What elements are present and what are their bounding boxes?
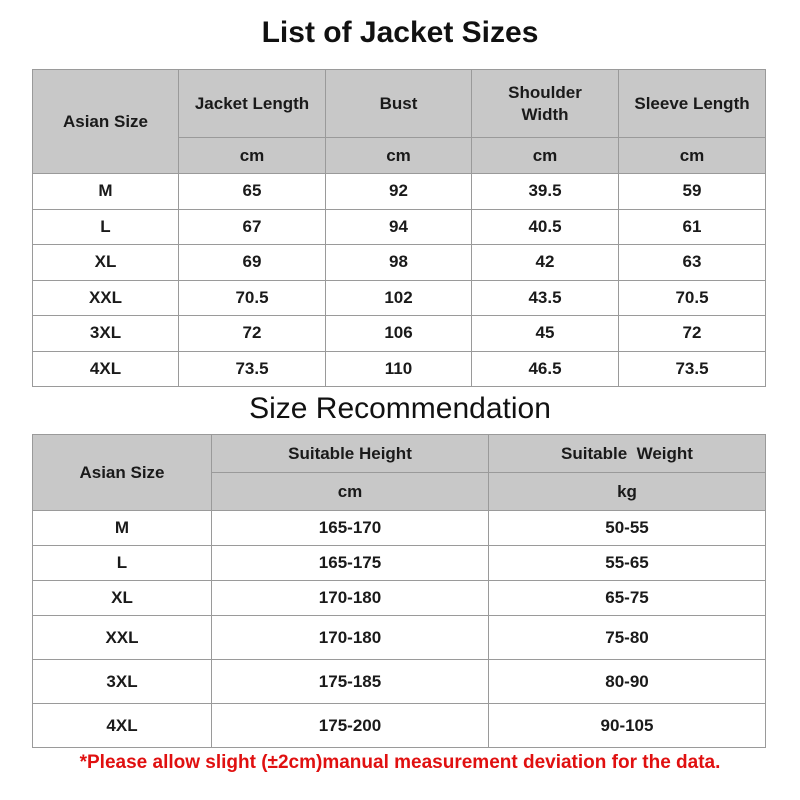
table-row [33, 245, 766, 281]
jacket-sizes-table [32, 69, 766, 387]
value-cell: 65 [179, 174, 326, 210]
value-cell: 94 [326, 209, 472, 245]
sizes-title: List of Jacket Sizes [261, 16, 539, 49]
value-cell: 165-175 [212, 546, 489, 581]
value-cell: 170-180 [212, 616, 489, 660]
table-row [33, 511, 766, 546]
value-cell: 46.5 [472, 351, 619, 387]
size-cell: XL [33, 245, 179, 281]
value-cell: 39.5 [472, 174, 619, 210]
value-cell: 43.5 [472, 280, 619, 316]
table-row [33, 616, 766, 660]
value-cell: 90-105 [489, 704, 766, 748]
column-header-suitable-height: Suitable Height [212, 435, 489, 473]
measurement-note: *Please allow slight (±2cm)manual measurement deviation for the data. [79, 752, 721, 773]
value-cell: 72 [179, 316, 326, 352]
column-header-bust: Bust [326, 70, 472, 138]
value-cell: 45 [472, 316, 619, 352]
column-header-sleeve-length: Sleeve Length [619, 70, 766, 138]
value-cell: 102 [326, 280, 472, 316]
value-cell: 75-80 [489, 616, 766, 660]
value-cell: 67 [179, 209, 326, 245]
size-cell: L [33, 546, 212, 581]
table-row [33, 209, 766, 245]
size-cell: M [33, 511, 212, 546]
table-row [33, 174, 766, 210]
column-header-suitable-weight: Suitable Weight [489, 435, 766, 473]
table-row [33, 581, 766, 616]
value-cell: 165-170 [212, 511, 489, 546]
value-cell: 98 [326, 245, 472, 281]
table-row [33, 704, 766, 748]
size-header: Asian Size [33, 435, 212, 511]
size-cell: XXL [33, 280, 179, 316]
size-cell: XL [33, 581, 212, 616]
value-cell: 70.5 [619, 280, 766, 316]
value-cell: 106 [326, 316, 472, 352]
size-cell: XXL [33, 616, 212, 660]
size-cell: M [33, 174, 179, 210]
recommendation-title: Size Recommendation [249, 392, 551, 425]
value-cell: 65-75 [489, 581, 766, 616]
unit-label: cm [619, 138, 766, 174]
value-cell: 110 [326, 351, 472, 387]
table-row [33, 546, 766, 581]
size-cell: 4XL [33, 351, 179, 387]
value-cell: 69 [179, 245, 326, 281]
value-cell: 42 [472, 245, 619, 281]
value-cell: 175-185 [212, 660, 489, 704]
size-cell: 4XL [33, 704, 212, 748]
column-header-shoulder-width: Shoulder Width [472, 70, 619, 138]
value-cell: 175-200 [212, 704, 489, 748]
size-recommendation-table [32, 434, 766, 748]
value-cell: 63 [619, 245, 766, 281]
value-cell: 70.5 [179, 280, 326, 316]
table-row [33, 351, 766, 387]
column-header-jacket-length: Jacket Length [179, 70, 326, 138]
value-cell: 92 [326, 174, 472, 210]
unit-label: cm [326, 138, 472, 174]
unit-label: cm [179, 138, 326, 174]
value-cell: 80-90 [489, 660, 766, 704]
table-row [33, 660, 766, 704]
size-cell: 3XL [33, 660, 212, 704]
unit-label: cm [472, 138, 619, 174]
table-row [33, 280, 766, 316]
value-cell: 170-180 [212, 581, 489, 616]
value-cell: 73.5 [179, 351, 326, 387]
table-row [33, 316, 766, 352]
value-cell: 61 [619, 209, 766, 245]
value-cell: 59 [619, 174, 766, 210]
value-cell: 73.5 [619, 351, 766, 387]
size-cell: L [33, 209, 179, 245]
size-cell: 3XL [33, 316, 179, 352]
unit-label: cm [212, 473, 489, 511]
value-cell: 40.5 [472, 209, 619, 245]
unit-label: kg [489, 473, 766, 511]
size-header: Asian Size [33, 70, 179, 174]
value-cell: 50-55 [489, 511, 766, 546]
value-cell: 72 [619, 316, 766, 352]
value-cell: 55-65 [489, 546, 766, 581]
